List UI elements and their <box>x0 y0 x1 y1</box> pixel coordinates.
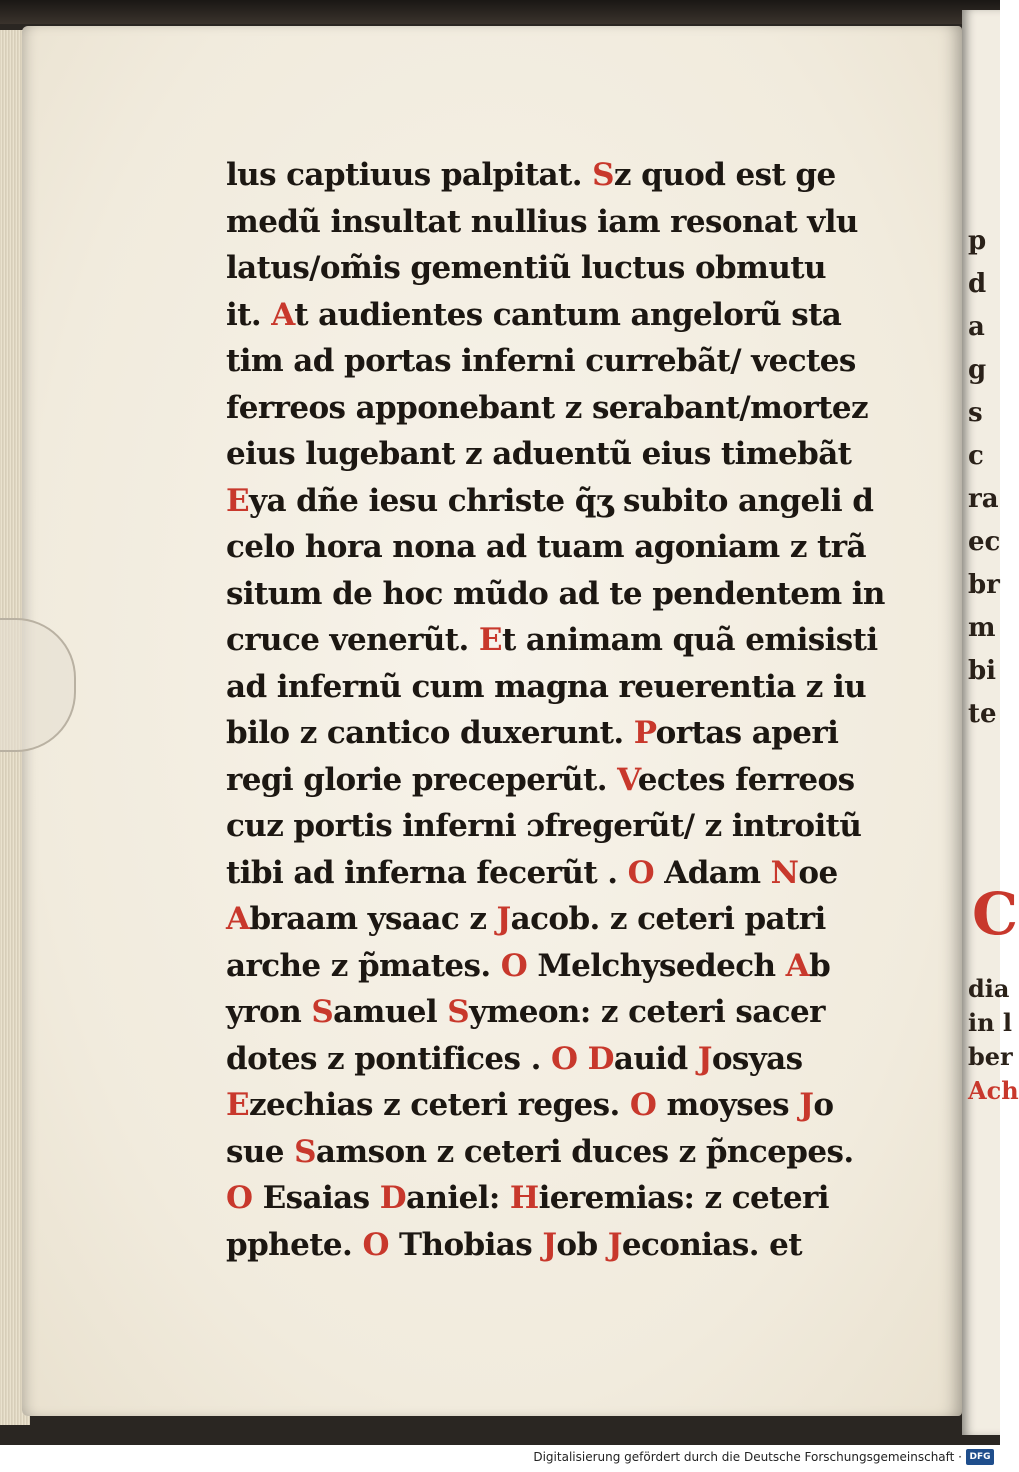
text-run: acob. z ceteri patri <box>510 901 826 937</box>
text-run: ymeon: z ceteri sacer <box>469 994 825 1030</box>
next-page-fragment: ec <box>968 527 1001 557</box>
rubricated-initial: S <box>311 994 334 1030</box>
text-run: amuel <box>333 994 448 1030</box>
rubricated-initial: O <box>627 854 655 891</box>
text-run: it. <box>226 296 272 333</box>
text-run: moyses <box>656 1087 800 1123</box>
rubricated-initial: S <box>592 157 614 193</box>
text-line <box>226 1222 866 1269</box>
text-line <box>226 292 866 339</box>
text-run: cruce venerũt. <box>226 622 479 658</box>
rubricated-initial: J <box>542 1226 557 1263</box>
text-line <box>226 710 866 757</box>
rubricated-initial: D <box>379 1180 406 1216</box>
next-page-initial: C <box>972 880 1019 948</box>
rubricated-initial: S <box>294 1133 316 1170</box>
next-page-fragment: p <box>968 226 987 256</box>
text-line <box>226 199 866 246</box>
dfg-logo-icon: DFG <box>966 1449 994 1465</box>
next-page-fragment: bi <box>968 656 997 686</box>
text-run: yron <box>226 994 312 1030</box>
text-line <box>226 1129 866 1176</box>
text-run: bilo z cantico duxerunt. <box>226 715 634 751</box>
rubricated-initial: D <box>587 1040 614 1077</box>
rubricated-initial: V <box>617 761 638 798</box>
text-line <box>226 478 874 525</box>
text-run: zechias z ceteri reges. <box>249 1087 630 1123</box>
rubricated-initial: E <box>226 482 250 519</box>
text-run: arche z p̃mates. <box>226 947 501 984</box>
next-page-fragment: g <box>968 355 987 385</box>
text-line <box>226 664 866 711</box>
text-line <box>226 1036 866 1083</box>
text-run: ieremias: z ceteri <box>538 1180 829 1216</box>
next-page-fragment: s <box>968 398 983 428</box>
text-line <box>226 524 866 571</box>
rubricated-initial: O <box>550 1040 578 1077</box>
text-run: Thobias <box>388 1226 543 1263</box>
rubricated-initial: P <box>633 715 656 751</box>
text-run: braam ysaac z <box>249 901 497 937</box>
text-line <box>226 1082 866 1129</box>
rubricated-initial: J <box>697 1040 712 1077</box>
text-run: t audientes cantum angelorũ sta <box>294 296 842 333</box>
text-run: z quod est ge <box>613 157 836 193</box>
next-page-fragment: Ach <box>968 1076 1019 1105</box>
text-run: ob <box>556 1226 608 1263</box>
text-run: medũ insultat nullius iam resonat vlu <box>226 203 858 240</box>
text-line <box>226 803 866 850</box>
text-run <box>577 1041 587 1077</box>
rubricated-initial: A <box>785 947 810 984</box>
text-line <box>226 617 878 664</box>
next-page-fragment: c <box>968 441 984 471</box>
text-run: Esaias <box>252 1180 380 1216</box>
text-line <box>226 943 866 990</box>
rubricated-initial: O <box>226 1180 253 1216</box>
rubricated-initial: J <box>496 901 511 937</box>
text-run: latus/om̃is gementiũ luctus obmutu <box>226 250 826 286</box>
text-run: tim ad portas inferni currebãt/ vectes <box>226 343 856 379</box>
text-run: osyas <box>711 1040 803 1077</box>
rubricated-initial: S <box>447 994 470 1030</box>
next-page-fragment: br <box>968 570 1000 600</box>
text-run: lus captiuus palpitat. <box>226 157 593 193</box>
text-line <box>226 850 866 897</box>
text-run: ortas aperi <box>655 715 839 751</box>
text-run: t animam quã emisisti <box>501 622 878 658</box>
text-line <box>226 385 866 432</box>
rubricated-initial: J <box>799 1087 814 1123</box>
next-page-fragment: ra <box>968 484 999 514</box>
text-run: ad infernũ cum magna reuerentia z iu <box>226 668 867 705</box>
text-run: eius lugebant z aduentũ eius timebãt <box>226 436 852 472</box>
footer-bar <box>0 1445 1000 1472</box>
text-run: regi glorie preceperũt. <box>226 761 618 798</box>
text-run: sue <box>226 1133 295 1170</box>
text-run: b <box>809 947 831 984</box>
text-line <box>226 571 885 618</box>
text-run: dotes z pontifices . <box>226 1040 551 1077</box>
next-page-fragment: in l <box>968 1008 1013 1037</box>
rubricated-initial: O <box>629 1087 657 1123</box>
next-page-text-top <box>968 220 1000 736</box>
text-run: ectes ferreos <box>637 761 855 798</box>
next-page-fragment: m <box>968 613 996 643</box>
text-run: tibi ad inferna fecerũt . <box>226 854 628 891</box>
text-run: ya dñe iesu christe q̃ʒ subito angeli d <box>249 482 874 519</box>
rubricated-initial: H <box>509 1180 539 1216</box>
text-run: pphete. <box>226 1226 363 1263</box>
footer-credit: Digitalisierung gefördert durch die Deutsche Forschungsgemeinschaft · <box>533 1450 962 1464</box>
text-run: amson z ceteri duces z p̃ncepes. <box>315 1133 854 1170</box>
rubricated-initial: A <box>271 296 295 333</box>
next-page-fragment: dia <box>968 974 1010 1003</box>
text-run: o <box>813 1087 834 1123</box>
book-top-edge <box>0 0 1000 24</box>
rubricated-initial: A <box>226 901 250 937</box>
text-run: situm de hoc mũdo ad te pendentem in <box>226 575 885 612</box>
text-run: cuz portis inferni ɔfregerũt/ z introitũ <box>226 808 862 844</box>
text-line <box>226 431 866 478</box>
text-run: auid <box>613 1040 698 1077</box>
text-run: aniel: <box>405 1180 510 1216</box>
rubricated-initial: N <box>770 854 799 891</box>
text-run: econias. et <box>621 1226 803 1263</box>
text-line <box>226 152 866 199</box>
text-line <box>226 896 866 943</box>
text-line <box>226 1175 866 1222</box>
rubricated-initial: O <box>500 947 528 984</box>
text-run: oe <box>798 854 838 891</box>
rubricated-initial: E <box>226 1087 250 1123</box>
rubricated-initial: J <box>607 1226 622 1263</box>
next-page-text-bottom <box>968 972 1019 1108</box>
text-line <box>226 989 866 1036</box>
text-line <box>226 757 866 804</box>
text-run: celo hora nona ad tuam agoniam z trã <box>226 529 866 565</box>
rubricated-initial: E <box>478 622 502 658</box>
next-page-fragment: te <box>968 699 997 729</box>
text-run: Melchysedech <box>527 947 786 984</box>
next-page-fragment: d <box>968 269 987 299</box>
text-line <box>226 245 866 292</box>
next-page-fragment: ber <box>968 1042 1013 1071</box>
text-run: ferreos apponebant z serabant/mortez <box>226 389 868 426</box>
page-text-block <box>226 152 885 1268</box>
rubricated-initial: O <box>362 1226 389 1263</box>
next-page-fragment: a <box>968 312 985 342</box>
text-run: Adam <box>654 854 771 891</box>
text-line <box>226 338 866 385</box>
